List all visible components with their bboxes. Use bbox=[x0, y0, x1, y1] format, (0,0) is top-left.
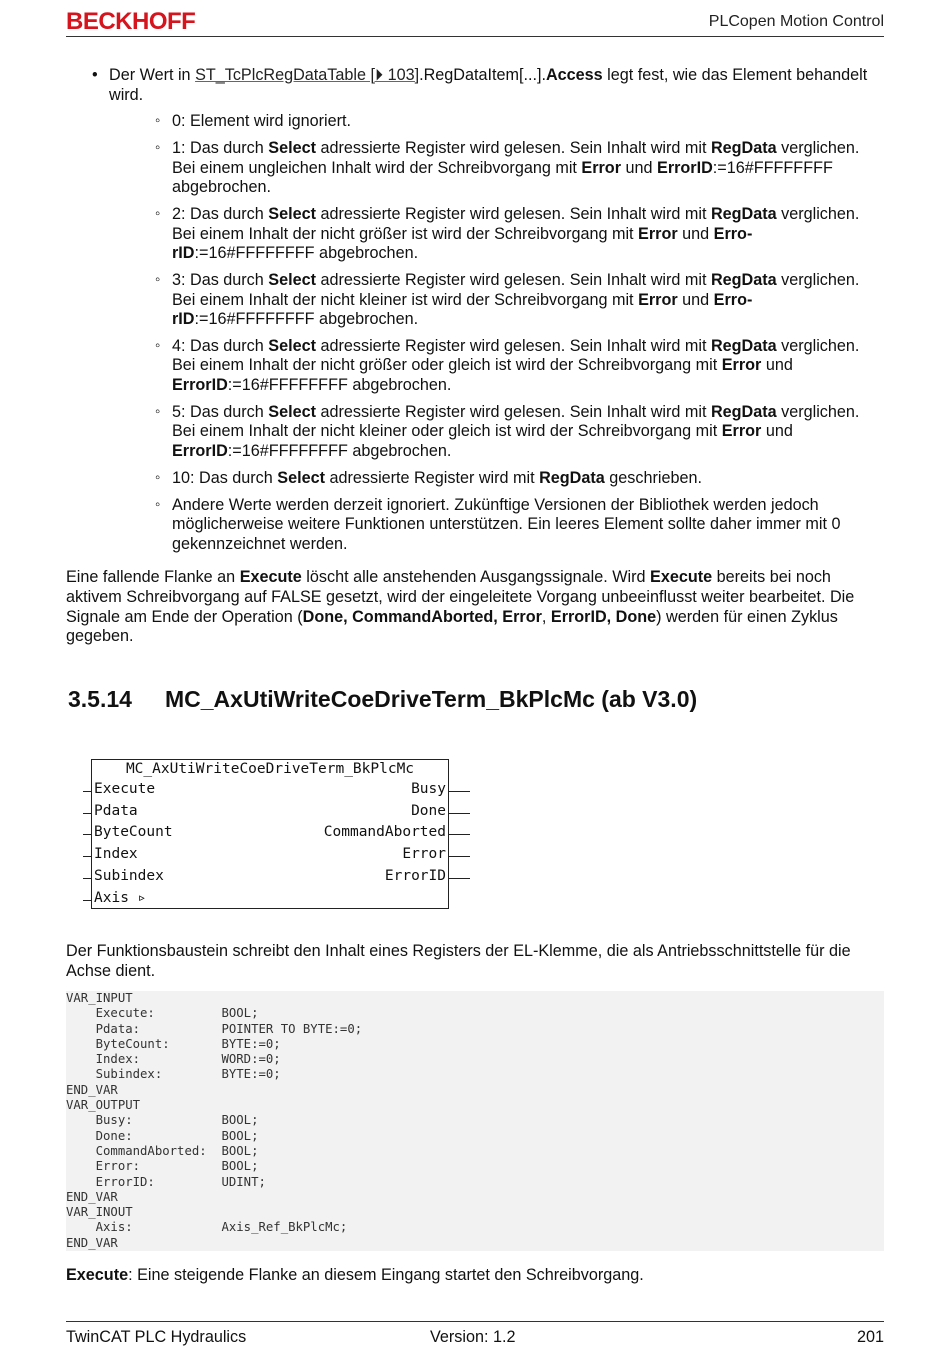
fb-output-line bbox=[448, 813, 470, 814]
function-block-description: Der Funktionsbaustein schreibt den Inhalt eines Registers der EL-Klemme, die als Antriebsschnittstelle für die Achse dient. bbox=[66, 942, 851, 980]
paragraph-run: Execute bbox=[239, 568, 302, 587]
access-value-run: Error bbox=[581, 158, 621, 177]
footer-product: TwinCAT PLC Hydraulics bbox=[66, 1328, 247, 1346]
access-value-run: :=16#FFFFFFFF abgebrochen. bbox=[227, 442, 452, 461]
code-line: Subindex: BYTE:=0; bbox=[66, 1067, 281, 1082]
access-value-run: adressierte Register wird gelesen. Sein Inhalt wird mit bbox=[315, 138, 711, 157]
access-value-run: 0: Element wird ignoriert. bbox=[172, 112, 352, 131]
fb-input-line bbox=[83, 900, 92, 901]
access-value-run: Select bbox=[268, 270, 316, 289]
access-value-run: und bbox=[621, 158, 658, 177]
access-value-run: verglichen. Bei einem Inhalt der nicht größer ist wird der Schreibvorgang mit bbox=[172, 204, 860, 243]
paragraph-run: bereits bei noch aktivem Schreibvorgang auf FALSE gesetzt, wird der eingeleitete Vorgang unbeeinflusst weiter bearbeitet. Die Signale am Ende der Operation ( bbox=[66, 568, 855, 626]
fb-input-line bbox=[83, 834, 92, 835]
paragraph-run: ) werden für einen Zyklus gegeben. bbox=[66, 607, 838, 646]
access-value-run: ErrorID bbox=[172, 376, 228, 395]
fb-input-pin: ByteCount bbox=[94, 824, 173, 841]
access-value-run: Select bbox=[268, 138, 316, 157]
footer-version: Version: 1.2 bbox=[430, 1328, 516, 1346]
access-value-run: RegData bbox=[710, 336, 777, 355]
access-value-run: und bbox=[677, 290, 714, 309]
fb-output-line bbox=[448, 878, 470, 879]
code-line: Error: BOOL; bbox=[66, 1159, 259, 1174]
access-value-run: 5: Das durch bbox=[172, 402, 269, 421]
access-value-run: Select bbox=[268, 402, 316, 421]
access-value-run: :=16#FFFFFFFF abgebrochen. bbox=[194, 310, 419, 329]
declaration-code-block bbox=[66, 991, 884, 1251]
access-value-run: 10: Das durch bbox=[172, 468, 278, 487]
fb-output-pin: Busy bbox=[411, 781, 446, 797]
fb-input-pin: Pdata bbox=[94, 802, 138, 819]
code-line: Execute: BOOL; bbox=[66, 1006, 259, 1021]
access-value-run: verglichen. Bei einem Inhalt der nicht kleiner ist wird der Schreibvorgang mit bbox=[172, 270, 860, 309]
access-value-item bbox=[172, 205, 884, 264]
code-line: END_VAR bbox=[66, 1235, 118, 1250]
access-value-run: ErrorID bbox=[657, 158, 713, 177]
code-line: ByteCount: BYTE:=0; bbox=[66, 1036, 281, 1051]
access-value-run: adressierte Register wird gelesen. Sein Inhalt wird mit bbox=[315, 336, 711, 355]
fb-output-pin: Error bbox=[402, 846, 446, 863]
main-content bbox=[66, 66, 884, 647]
access-value-run: ErrorID bbox=[172, 224, 753, 263]
fb-input-line bbox=[83, 878, 92, 879]
access-values-list bbox=[66, 112, 884, 554]
code-line: Done: BOOL; bbox=[66, 1128, 259, 1143]
fb-input-pin: Subindex bbox=[94, 867, 164, 884]
access-value-run: RegData bbox=[539, 468, 605, 487]
code-line: END_VAR bbox=[66, 1082, 118, 1097]
access-value-run: Select bbox=[268, 204, 316, 223]
access-value-run: Error bbox=[721, 422, 762, 441]
footer-page-number: 201 bbox=[856, 1328, 884, 1346]
access-value-run: adressierte Register wird gelesen. Sein Inhalt wird mit bbox=[315, 402, 711, 421]
access-value-run: RegData bbox=[710, 402, 777, 421]
fb-input-pin: Index bbox=[94, 846, 138, 863]
access-value-item bbox=[172, 337, 884, 396]
access-value-run: verglichen. Bei einem Inhalt der nicht kleiner oder gleich ist wird der Schreibvorgang mit bbox=[172, 402, 860, 441]
execute-note bbox=[66, 1266, 644, 1285]
falling-edge-paragraph bbox=[66, 568, 884, 646]
access-value-run: Error bbox=[638, 290, 678, 309]
access-value-item bbox=[172, 403, 884, 462]
paragraph-run: ErrorID, Done bbox=[550, 607, 657, 626]
access-value-run: 3: Das durch bbox=[172, 270, 269, 289]
access-value-run: 2: Das durch bbox=[172, 204, 269, 223]
access-value-item bbox=[172, 112, 884, 132]
access-value-item bbox=[172, 139, 884, 198]
access-value-run: Select bbox=[268, 336, 316, 355]
fb-output-line bbox=[448, 791, 470, 792]
code-line: Busy: BOOL; bbox=[66, 1113, 259, 1128]
access-value-run: RegData bbox=[710, 204, 777, 223]
bullet-text-post: legt fest, wie das Element behandelt wird. bbox=[109, 66, 868, 104]
code-line: CommandAborted: BOOL; bbox=[66, 1143, 259, 1158]
code-line: Index: WORD:=0; bbox=[66, 1052, 281, 1067]
section-heading bbox=[68, 686, 697, 713]
access-value-run: adressierte Register wird gelesen. Sein Inhalt wird mit bbox=[315, 204, 711, 223]
paragraph-run: Eine fallende Flanke an bbox=[66, 568, 240, 587]
access-value-run: adressierte Register wird mit bbox=[324, 468, 540, 487]
access-value-run: adressierte Register wird gelesen. Sein Inhalt wird mit bbox=[315, 270, 711, 289]
execute-note-text: : Eine steigende Flanke an diesem Eingang startet den Schreibvorgang. bbox=[128, 1266, 644, 1284]
paragraph-run: Execute bbox=[650, 568, 713, 587]
code-line: Pdata: POINTER TO BYTE:=0; bbox=[66, 1021, 363, 1036]
access-value-run: und bbox=[677, 224, 714, 243]
access-value-run: verglichen. Bei einem Inhalt der nicht größer oder gleich ist wird der Schreibvorgang mit bbox=[172, 336, 860, 375]
section-number: 3.5.14 bbox=[68, 686, 132, 712]
access-value-run: 1: Das durch bbox=[172, 138, 269, 157]
access-value-run: und bbox=[761, 356, 793, 375]
access-value-item bbox=[172, 496, 884, 555]
bullet-text-pre: Der Wert in bbox=[109, 66, 196, 84]
code-line: VAR_INOUT bbox=[66, 1205, 133, 1220]
access-value-run: ErrorID bbox=[172, 290, 753, 329]
access-bullet bbox=[66, 66, 884, 105]
access-value-run: Error bbox=[638, 224, 678, 243]
fb-input-pin: Axis ▹ bbox=[94, 889, 147, 906]
code-line: ErrorID: UDINT; bbox=[66, 1174, 266, 1189]
execute-note-label: Execute bbox=[66, 1266, 129, 1284]
page-footer bbox=[66, 1321, 884, 1352]
fb-output-pin: ErrorID bbox=[384, 867, 446, 884]
access-value-run: Select bbox=[277, 468, 325, 487]
code-line: END_VAR bbox=[66, 1189, 118, 1204]
fb-output-line bbox=[448, 856, 470, 857]
access-value-run: verglichen. Bei einem ungleichen Inhalt wird der Schreibvorgang mit bbox=[172, 138, 860, 177]
section-title: MC_AxUtiWriteCoeDriveTerm_BkPlcMc (ab V3.0) bbox=[165, 686, 698, 712]
function-block-name: MC_AxUtiWriteCoeDriveTerm_BkPlcMc bbox=[125, 761, 415, 777]
access-value-run: :=16#FFFFFFFF abgebrochen. bbox=[227, 376, 452, 395]
beckhoff-logo: BECKHOFF bbox=[66, 8, 196, 35]
paragraph-run: , bbox=[541, 607, 551, 626]
code-line: Axis: Axis_Ref_BkPlcMc; bbox=[66, 1220, 348, 1235]
fb-input-line bbox=[83, 813, 92, 814]
paragraph-run: Done, CommandAborted, Error bbox=[302, 607, 542, 626]
access-value-item bbox=[172, 271, 884, 330]
paragraph-run: löscht alle anstehenden Ausgangssignale. Wird bbox=[301, 568, 651, 587]
bullet-access-bold: Access bbox=[545, 66, 603, 84]
fb-input-pin: Execute bbox=[94, 781, 156, 797]
fb-output-pin: CommandAborted bbox=[323, 824, 446, 841]
access-value-run: Andere Werte werden derzeit ignoriert. Zukünftige Versionen der Bibliothek werden jedoch möglicherweise weitere Funktionen unterstützen. Ein leeres Element sollte daher immer mit 0 gekennzeichnet werden. bbox=[172, 495, 841, 553]
fb-input-line bbox=[83, 791, 92, 792]
header-title: PLCopen Motion Control bbox=[708, 13, 884, 30]
fb-output-line bbox=[448, 834, 470, 835]
access-value-run: Error bbox=[721, 356, 762, 375]
function-block-diagram bbox=[91, 759, 449, 909]
access-value-run: 4: Das durch bbox=[172, 336, 269, 355]
code-line: VAR_INPUT bbox=[66, 991, 133, 1005]
access-value-run: :=16#FFFFFFFF abgebrochen. bbox=[172, 158, 833, 197]
fb-input-line bbox=[83, 856, 92, 857]
access-value-run: RegData bbox=[710, 138, 777, 157]
access-value-item bbox=[172, 469, 884, 489]
access-value-run: RegData bbox=[710, 270, 777, 289]
access-value-run: geschrieben. bbox=[604, 468, 702, 487]
code-line: VAR_OUTPUT bbox=[66, 1098, 141, 1113]
access-value-run: :=16#FFFFFFFF abgebrochen. bbox=[194, 244, 419, 263]
bullet-text-mid: .RegDataItem[...]. bbox=[419, 66, 546, 84]
access-value-run: und bbox=[761, 422, 793, 441]
regdatatable-link[interactable]: ST_TcPlcRegDataTable [⏵ 103] bbox=[195, 66, 420, 84]
access-value-run: ErrorID bbox=[172, 442, 228, 461]
fb-output-pin: Done bbox=[411, 802, 446, 819]
page-header bbox=[66, 6, 884, 37]
